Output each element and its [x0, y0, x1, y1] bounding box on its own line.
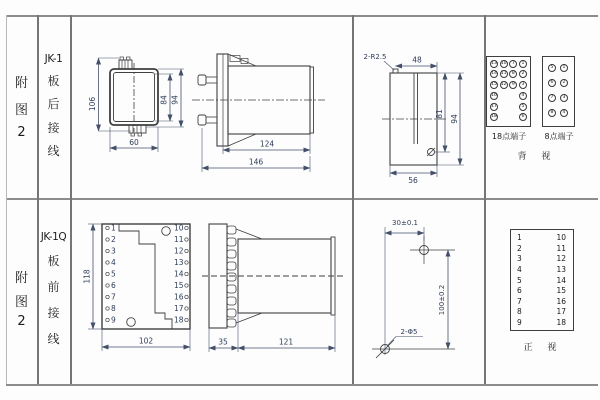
- terminal: 14: [491, 71, 497, 77]
- terminal: 12: [500, 82, 507, 88]
- jk1-front-view-drawing: [85, 40, 200, 175]
- terminal-screw: [227, 273, 236, 281]
- terminal: 7: [548, 94, 556, 102]
- svg-text:60: 60: [129, 138, 139, 147]
- jk1-side-view-drawing: [190, 40, 355, 180]
- drilling-template-drawing: [360, 205, 475, 370]
- terminal-screw: [227, 238, 236, 246]
- mount-char: 线: [47, 332, 60, 346]
- svg-text:2: 2: [111, 234, 116, 244]
- dimension-118: [83, 224, 103, 329]
- mount-char: 接: [47, 120, 60, 135]
- fig-char: 附: [14, 271, 28, 286]
- svg-text:13: 13: [173, 257, 184, 267]
- svg-text:81: 81: [435, 109, 444, 119]
- terminal-screw: [227, 309, 236, 317]
- terminal: 15: [491, 82, 497, 88]
- relay-case-side: [192, 54, 325, 146]
- relay-case-front: [110, 57, 158, 136]
- terminal: 9: [509, 81, 517, 89]
- terminal: 8: [548, 109, 556, 117]
- dimension-102: [102, 329, 190, 351]
- terminal-number-table: [510, 229, 574, 331]
- terminal: 6: [548, 79, 556, 87]
- terminal-box-18pt-label: 18点端子: [491, 132, 527, 141]
- svg-text:18: 18: [173, 315, 184, 325]
- fig-char: 2: [17, 125, 26, 140]
- mount-char: 板: [47, 254, 60, 268]
- terminal-screw: [227, 250, 236, 258]
- svg-text:1: 1: [111, 223, 116, 233]
- terminal-box-8pt-label: 8点端子: [544, 132, 574, 141]
- label-2-r2.5: [364, 53, 394, 70]
- mounting-screw: [198, 75, 217, 85]
- mounting-hole: [127, 318, 136, 327]
- svg-text:102: 102: [138, 336, 154, 346]
- svg-text:5: 5: [111, 269, 116, 279]
- terminal-numbers-right: 10 11 12 13 14 15 16 17 18: [556, 233, 566, 327]
- label-hole-size: [387, 328, 423, 346]
- svg-text:3: 3: [111, 246, 116, 256]
- top-terminal-block: [119, 57, 132, 69]
- dimension-121: [238, 315, 335, 352]
- terminal-screw: [227, 226, 236, 234]
- svg-text:84: 84: [159, 95, 169, 105]
- jk1q-front-view-drawing: [75, 215, 205, 365]
- terminal: 2: [519, 70, 527, 78]
- svg-text:6: 6: [111, 280, 116, 290]
- svg-text:8: 8: [111, 303, 116, 313]
- svg-text:4: 4: [111, 257, 116, 267]
- terminal: 7: [509, 60, 517, 68]
- svg-text:124: 124: [259, 139, 275, 149]
- svg-text:48: 48: [412, 55, 422, 65]
- terminal: 4: [560, 109, 568, 117]
- terminal-box-18pt: [486, 56, 531, 127]
- terminal: 13: [491, 60, 497, 66]
- table-border-top: [6, 15, 598, 17]
- terminal: 5: [519, 103, 527, 111]
- terminal: 2: [560, 79, 568, 87]
- rear-view-label: 背 视: [517, 152, 557, 162]
- svg-text:14: 14: [173, 269, 184, 279]
- terminal-box-8pt: [542, 56, 575, 127]
- svg-text:121: 121: [278, 337, 294, 347]
- svg-text:7: 7: [111, 292, 116, 302]
- terminal: 18: [491, 114, 497, 120]
- svg-text:2-Φ5: 2-Φ5: [400, 328, 418, 336]
- svg-text:146: 146: [248, 157, 264, 167]
- svg-text:56: 56: [408, 176, 418, 185]
- hole-lower: [372, 340, 455, 358]
- table-divider-2: [70, 15, 72, 384]
- terminal: 1: [560, 64, 568, 72]
- left-terminal-column: [106, 223, 116, 324]
- terminal: 11: [500, 71, 507, 77]
- model-label-bottom: [37, 231, 70, 347]
- mount-char: 线: [47, 144, 60, 158]
- svg-text:100±0.2: 100±0.2: [438, 284, 446, 316]
- terminal: 5: [548, 64, 556, 72]
- terminal-screw: [227, 262, 236, 270]
- svg-text:118: 118: [82, 269, 92, 284]
- fig-number-top: [6, 72, 37, 140]
- svg-text:10: 10: [173, 223, 184, 233]
- svg-text:17: 17: [173, 303, 184, 313]
- terminal-screw: [227, 297, 236, 305]
- svg-text:2-R2.5: 2-R2.5: [363, 53, 387, 61]
- model-name: JK-1Q: [40, 231, 67, 243]
- terminal-numbers-left: 1 2 3 4 5 6 7 8 9: [517, 233, 522, 327]
- dimension-48: [396, 56, 438, 74]
- mount-char: 前: [47, 280, 60, 294]
- svg-text:94: 94: [450, 114, 459, 124]
- svg-text:9: 9: [111, 315, 116, 325]
- svg-text:35: 35: [218, 337, 228, 347]
- terminal: 6: [519, 113, 527, 121]
- fig-number-bottom: [6, 267, 37, 329]
- svg-text:11: 11: [173, 234, 184, 244]
- fig-char: 图: [14, 102, 28, 118]
- relay-case-side: [202, 224, 346, 328]
- terminal: 10: [500, 60, 507, 66]
- dimension-124: [223, 134, 310, 154]
- table-border-middle: [6, 198, 598, 200]
- fig-char: 附: [14, 76, 28, 91]
- mount-char: 接: [47, 306, 60, 320]
- jk1q-side-view-drawing: [200, 215, 355, 365]
- svg-text:12: 12: [173, 246, 184, 256]
- svg-text:30±0.1: 30±0.1: [392, 219, 418, 227]
- right-terminal-column: [174, 223, 188, 324]
- svg-text:16: 16: [173, 292, 184, 302]
- terminal: 17: [491, 103, 497, 109]
- dimension-100: [438, 250, 448, 349]
- model-name: JK-1: [44, 53, 63, 65]
- terminal: 16: [491, 92, 497, 98]
- fig-char: 2: [17, 314, 26, 329]
- terminal-screw: [227, 285, 236, 293]
- model-label-top: [37, 53, 70, 159]
- mount-char: 板: [47, 73, 60, 88]
- bottom-terminal-block: [129, 125, 146, 136]
- terminal: 4: [519, 92, 527, 100]
- terminal: 1: [519, 60, 527, 68]
- terminal: 3: [519, 81, 527, 89]
- terminal-screw: [227, 319, 236, 327]
- svg-text:106: 106: [88, 96, 97, 112]
- mounting-screw: [198, 115, 217, 125]
- mounting-hole: [162, 227, 171, 236]
- table-border-bottom: [6, 384, 598, 386]
- panel-cutout-drawing: [360, 40, 480, 185]
- svg-text:94: 94: [170, 95, 180, 105]
- svg-text:15: 15: [173, 280, 184, 290]
- terminal: 8: [509, 70, 517, 78]
- dimension-56: [390, 165, 437, 185]
- fig-char: 图: [14, 294, 28, 310]
- front-view-label: 正 视: [523, 343, 563, 353]
- terminal: 3: [560, 94, 568, 102]
- mount-char: 后: [47, 97, 60, 111]
